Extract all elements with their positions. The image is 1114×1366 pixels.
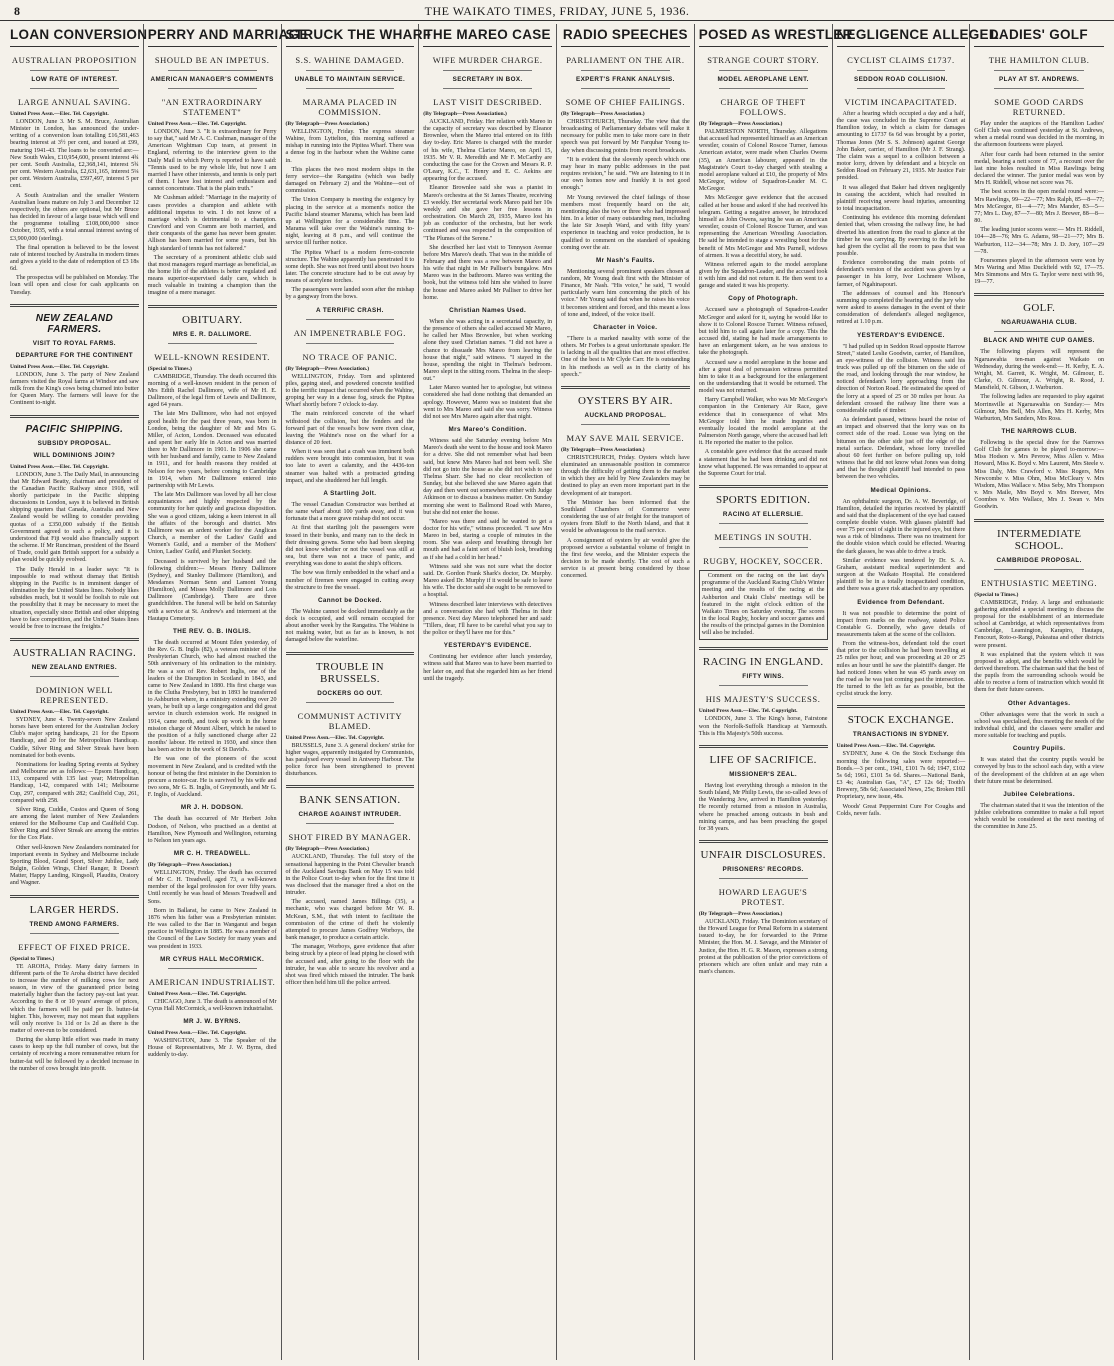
article-paragraph: The addresses of counsel and his Honour's summing up completed the hearing and the jury who were asked to assess damages in the event of their consideration of defendant's alleged negligence, retired at 1.10 p.m.	[836, 290, 966, 326]
article-headline: PACIFIC SHIPPING.	[25, 423, 124, 435]
article-paragraph: The following ladies are requested to play against Morrinsville at Ngaruawahia on Sunday:— Mrs Gilmour, Mrs Bell, Mrs Allen, Mrs H. Kerby, Mrs Warburton, Mrs Sanders, Mrs Ross.	[974, 394, 1104, 422]
article-paragraph: CHRISTCHURCH, Friday. Oysters which have eluminated an unreasonable position in commerce through the difficulty of getting them to the market in which they are held by New Zealanders may be destined to play an even more important part in the development of air transport.	[561, 454, 690, 497]
column-headline: THE MAREO CASE	[423, 24, 552, 47]
article-paragraph: The prospectus will be published on Monday. The loan will open and close for cash applicants on Tuesday.	[10, 275, 139, 296]
article-headline: LIFE OF SACRIFICE.	[709, 753, 817, 766]
deck-line: MODEL AEROPLANE LENT.	[717, 76, 809, 83]
subheading: COMMUNIST ACTIVITY BLAMED.	[297, 710, 403, 731]
article-headline: INTERMEDIATE SCHOOL.	[996, 527, 1082, 552]
article-paragraph: Accused saw a photograph of Squadron-Leader McGregor and asked for it, saying he would like to show it to Colonel Roscoe Turner. Witness refused, but told him to call again later for a copy. This the accused did, stating he had made arrangements to have an enlargement taken, as he was anxious to take the photograph.	[698, 307, 828, 357]
column-headline: PERRY AND MARRIAGE	[148, 24, 277, 47]
subheading: MARAMA PLACED IN COMMISSION.	[302, 97, 398, 117]
short-rule	[168, 70, 257, 71]
deck-line: Medical Opinions.	[870, 486, 932, 494]
short-rule	[306, 702, 395, 703]
article-paragraph: The passengers were landed soon after the mishap by a gangway from the bows.	[285, 287, 415, 301]
subheading: "AN EXTRAORDINARY STATEMENT"	[161, 97, 263, 117]
dateline-credit: United Press Assn.—Elec. Tel. Copyright.	[836, 743, 936, 750]
article-paragraph: An ophthalmic surgeon, Dr. A. W. Beveridge, of Hamilton, detailed the injuries received by plaintiff and said that the displacement of the eye had caused complete double vision. With glasses plaintiff had over 75 per cent of sight in the injured eye, but there was a risk of blindness. There was no treatment for the double vision which could be effected. Wearing the dark glasses, he was able to drive a truck.	[836, 498, 966, 555]
deck-line: LOW RATE OF INTEREST.	[31, 76, 118, 83]
article-paragraph: The Daily Herald in a leader says: "It is impossible to read without dismay that British shipping in the Pacific is in imminent danger of elimination by the United States lines. Nobody likes subsidies much, but it would be foolish to rule out the possibility that it may be necessary to meet the situation, especially since British and other shipping have to face competition, and the United States lines would be free to increase the freights."	[10, 566, 139, 630]
deck-line: MISSIONER'S ZEAL.	[729, 770, 798, 778]
dateline-credit: (Special to Times.)	[10, 955, 55, 962]
article-paragraph: "It is evident that the slovenly speech which one may hear in many public addresses in the past requires revision," he said. "We are listening to it in our own homes now and frankly it is not good enough."	[561, 156, 690, 192]
article-paragraph: Witness referred again to the model aeroplane given by the Squadron-Leader, and the accused took it with him and did not return it. He then went to a garage and stated it was his property.	[698, 261, 828, 290]
deck-line: MR J. H. DODSON.	[180, 804, 244, 812]
dateline-credit: United Press Assn.—Elec. Tel. Copyright.	[10, 111, 109, 117]
deck-line: DOCKERS GO OUT.	[317, 689, 383, 697]
subheading: NO TRACE OF PANIC.	[302, 351, 398, 362]
dateline-credit: United Press Assn.—Elec. Tel. Copyright.	[147, 121, 247, 127]
subheading: CYCLIST CLAIMS £1737.	[847, 55, 955, 65]
section-divider	[10, 415, 139, 418]
deck-line: NGARUAWAHIA CLUB.	[1001, 319, 1078, 327]
subheading: WELL-KNOWN RESIDENT.	[154, 351, 270, 362]
article-paragraph: Mrs McGregor gave evidence that the accused called at her house and asked if she had received his telegram. Getting a negative answer, he introduced himself as John Owens, saying he was an American wrestler, cousin of Colonel Roscoe Turner, and was representing the American Wrestling Association. He said he intended to stage a wrestling bout for the benefit of Mrs McGregor and Mrs Parnell, widows of airmen. It was a deceitful story, he said.	[698, 195, 828, 259]
news-column	[970, 24, 1108, 1360]
dateline-credit: (By Telegraph—Press Association.)	[698, 121, 783, 127]
article-paragraph: It was explained that the system which it was proposed to adopt, and the benefits which would be derived therefrom. The chairman said that the best of the pupils from the surrounding schools would be able to receive a form of instruction which would fit them for their future careers.	[974, 651, 1104, 694]
deck-line: YESTERDAY'S EVIDENCE.	[857, 331, 945, 339]
short-rule	[994, 70, 1084, 71]
short-rule	[443, 88, 532, 89]
article-paragraph: WELLINGTON, Friday. The express steamer Wahine, from Lyttelton, this morning suffered a mishap in running into the Pipitea Wharf. There was a dense fog in the harbour when the Wahine came in.	[285, 129, 415, 164]
article-paragraph: Witness described later interviews with detectives and a conversation she had with Thelma in their presence. Next day Mareo telephoned her and said: "Tillers, dear, I'll have to be careful what you say to the police or they'll have me for this."	[423, 601, 552, 637]
short-rule	[581, 424, 670, 425]
deck-line: RACING AT ELLERSLIE.	[722, 511, 804, 519]
article-paragraph: During the slump little effort was made in many cases to keep up the full number of cows, but the certainty of receiving a more remunerative return for butter-fat will be followed by a decided increase in the number of cows brought into profit.	[10, 1037, 139, 1072]
subheading: THE HAMILTON CLUB.	[988, 55, 1090, 65]
deck-line: CAMBRIDGE PROPOSAL.	[996, 556, 1082, 564]
dateline-credit: (By Telegraph—Press Association.)	[561, 111, 645, 117]
subheading: SOME GOOD CARDS RETURNED.	[994, 97, 1084, 117]
short-rule	[719, 547, 808, 548]
article-paragraph: The death occurred at Mount Eden yesterday, of the Rev. G. B. Inglis (82), a veteran minister of the Presbyterian Church, who had almost reached the 50th anniversary of his ordination to the ministry. He was a son of Rev. Robert Inglis, one of the leaders of the Disruption in Scotland in 1843, and came to New Zealand in 1880. His first charge was in the Clutha Presbytery, but in 1893 he transferred to Ashburton where, in a ministry extending over 20 years, he built up a large congregation and did great service in church extension work. He resigned in 1914, came north, and took up work in the home mission charge of Mount Albert, which he raised to the position of a fully sanctioned charge after 22 months' labour. He retired in 1930, and since then has been active in the work of St David's.	[147, 639, 277, 754]
news-column	[144, 24, 309, 1360]
article-headline: STOCK EXCHANGE.	[847, 714, 955, 727]
article-paragraph: The accused, named James Billings (35), a mechanic, who was charged before Mr W. R. McKean, S.M., that with intent to facilitate the commission of the crime of theft he violently attempted to procure James Godfrey Worboys, the bank manager, to produce a certain article.	[285, 899, 415, 942]
deck-line: BLACK AND WHITE CUP GAMES.	[983, 337, 1095, 345]
article-paragraph: Continuing his evidence this morning defendant denied that, when crossing the railway line, he had diverted his attention from the road to glance at the timber he was carrying. By swerving to the left he had given the cyclist all the room to pass that was possible.	[836, 215, 966, 257]
deck-line: MRS E. R. DALLIMORE.	[172, 330, 252, 338]
deck-line: SEDDON ROAD COLLISION.	[853, 76, 948, 83]
news-column	[282, 24, 432, 1360]
article-paragraph: SYDNEY, June 4. Twenty-seven New Zealand horses have been entered for the Australian Jockey Club's major spring handicaps, 21 for the Epsom Handicap, and 20 for the Metropolitan Handicap. Cuddle, Silver Ring and Silver Streak have been nominated for both events.	[10, 716, 139, 759]
article-headline: OYSTERS BY AIR.	[577, 394, 673, 407]
section-divider	[699, 647, 828, 650]
dateline-credit: (By Telegraph—Press Association.)	[423, 111, 507, 117]
deck-line: CHARGE AGAINST INTRUDER.	[298, 811, 402, 819]
article-paragraph: The following players will represent the Ngaruawahia ten-man against Waikato on Wednesday, during the week-end:— H. Kerby, E. A. Wright, M. Garrett, K. Wright, M. Gilmour, E. Clarke, O. Gilmour, A. Wright, R. Rood, J. Mansfield, N. Gibson, J. Warburton.	[974, 349, 1104, 392]
short-rule	[306, 70, 395, 71]
deck-line: THE REV. G. B. INGLIS.	[173, 627, 252, 635]
article-paragraph: When it was seen that a crash was imminent both rudders were brought into commission, but it was too late to avert a calamity, and the 4436-ton steamer was halted with a protracted grinding impact, and she shuddered her full length.	[285, 449, 415, 484]
subheading: SOME OF CHIEF FAILINGS.	[565, 97, 686, 107]
article-paragraph: WELLINGTON, Friday. The death has occurred of Mr C. H. Treadwell, aged 73, a well-known member of the legal profession for over fifty years. Until recently he was head of Messrs Treadwell and Sons.	[147, 869, 277, 905]
column-headline: RADIO SPEECHES	[561, 24, 690, 47]
short-rule	[994, 331, 1084, 332]
dateline-credit: (By Telegraph—Press Association.)	[561, 446, 645, 453]
short-rule	[857, 88, 946, 89]
article-paragraph: Nominations for leading Spring events at Sydney and Melbourne are as follows:— Epsom Handicap, 113, compared with 135 last year; Metropolitan Handicap, 142, compared with 141; Melbourne Cup, 297, compared with 282; Caulfield Cup, 261, compared with 258.	[10, 761, 139, 804]
article-paragraph: After a hearing which occupied a day and a half, the case was concluded in the Supreme Court at Hamilton today, in which a claim for damages amounting to £1737 6s 6d was brought by a porter, Thomas Jones (Mr S. S. Johnson) against George John Baker, carrier, of Hamilton (Mr J. F. Strang). The claim was a sequel to a collision between a motor lorry, driven by defendant and a bicycle on Seddon Road on February 21, 1935. Mr Justice Fair presided.	[836, 111, 966, 182]
deck-line: Country Pupils.	[1012, 745, 1066, 753]
article-paragraph: It was alleged that Baker had driven negligently in causing the accident, which had resulted in plaintiff receiving severe head injuries, amounting to total incapacitation.	[836, 184, 966, 213]
article-paragraph: This places the two most modern ships in the ferry service—the Rangatira (which was badly damaged on February 2) and the Wahine—out of commission.	[285, 166, 415, 195]
subheading: CHARGE OF THEFT FOLLOWS.	[720, 97, 806, 117]
short-rule	[994, 569, 1084, 570]
article-paragraph: The Wahine cannot be docked immediately as the dock is occupied, and will remain occupied for about another week by the Rangatira. The Wahine is not making water, but as far as is known, is not damaged below the waterline.	[285, 608, 415, 644]
column-headline: LADIES' GOLF	[974, 24, 1104, 47]
short-rule	[168, 968, 257, 969]
dateline-credit: (Special to Times.)	[974, 591, 1019, 598]
article-paragraph: Harry Campbell Walker, who was Mr McGregor's companion in the Centenary Air Race, gave evidence that in consequence of what Mrs McGregor told him he made inquiries and eventually located the model aeroplane at the Palmerston North garage, where the accused had left it. He reported the matter to the police.	[698, 397, 828, 447]
article-paragraph: The late Mrs Dallimore, who had not enjoyed good health for the past three years, was born in London, being the daughter of Mr and Mrs G. Miller, of Acton, London. Deceased was educated and spent her early life in Acton and was married there to Mr Dallimore in 1901. In 1906 she came with her husband and family, came to New Zealand in 1911, and for health reasons they resided at Nelson for two years, before coming to Cambridge in 1914, when Mr Dallimore entered into partnership with Mr Lewis.	[147, 411, 277, 489]
short-rule	[30, 933, 119, 934]
dateline-credit: (By Telegraph—Press Association.)	[285, 121, 370, 127]
section-divider	[10, 638, 139, 641]
subheading: AMERICAN INDUSTRIALIST.	[148, 976, 276, 987]
article-paragraph: A South Australian and the smaller Western Australian loans mature on July 3 and December 12 respectively, the others are optional, but Mr Bruce has decided in favour of a large issue which will end the programme totalling £108,000,000 since October, 1935, with a total annual interest saving of £3,900,000 (sterling).	[10, 192, 139, 242]
dateline-credit: United Press Assn.—Elec. Tel. Copyright.	[698, 708, 798, 715]
article-paragraph: The vessel Canadian Constructor was berthed at the same wharf about 100 yards away, and it was fortunate that a more grave mishap did not occur.	[285, 501, 415, 523]
section-divider	[286, 785, 415, 788]
deck-line: Christian Names Used.	[449, 306, 527, 314]
short-rule	[581, 70, 670, 71]
article-headline: RACING IN ENGLAND.	[702, 656, 824, 669]
deck-line: Mr Nash's Faults.	[596, 256, 655, 264]
dateline-credit: United Press Assn.—Elec. Tel. Copyright.	[147, 990, 247, 997]
article-paragraph: The final operation is believed to be the lowest rate of interest touched by Australia in modern times and gives a yield to the date of redemption of £3 18s 6d.	[10, 244, 139, 273]
article-paragraph: The Minister has been informed that the Southland Chambers of Commerce were considering the use of air freight for the transport of oysters from Bluff to the North Island, and that it would be advantageous to the mail service.	[561, 499, 690, 535]
deck-line: PLAY AT ST. ANDREWS.	[999, 76, 1080, 83]
article-paragraph: LONDON, June 3. The Daily Mail, in announcing that Mr Edward Beatty, chairman and president of the Canadian Pacific Railway since 1918, will shortly participate in the Pacific shipping discussions in London, says it is believed in British shipping quarters that Canada, Australia and New Zealand would be willing to consider providing quotas of a £350,000 subsidy if the British Government agreed to such a policy, and it is understood that Fiji would also financially support the scheme. If Mr Runciman, president of the Board of Trade, could gain British support for a subsidy a plan would be quickly evolved.	[10, 471, 139, 564]
article-headline: SPORTS EDITION.	[715, 494, 811, 507]
column-headline: STRUCK THE WHARF	[286, 24, 415, 47]
short-rule	[30, 70, 119, 71]
subheading: S.S. WAHINE DAMAGED.	[295, 55, 405, 65]
news-column	[557, 24, 695, 1360]
article-paragraph: The death has occurred of Mr Herbert John Dodson, of Nelson, who practised as a dentist at Hamilton, New Plymouth and Wellington, returning to Nelson ten years ago.	[147, 816, 277, 844]
deck-line: A Startling Jolt.	[323, 489, 377, 497]
article-paragraph: Continuing her evidence after lunch yesterday, witness said that Mareo was to have been married to her later on, and that she regarded him as her friend until the tragedy.	[423, 654, 552, 682]
subheading: ENTHUSIASTIC MEETING.	[981, 577, 1098, 588]
subheading: MEETINGS IN SOUTH.	[714, 532, 812, 543]
subheading: WIFE MURDER CHARGE.	[432, 55, 543, 65]
short-rule	[306, 343, 395, 344]
article-paragraph: The chairman stated that it was the intention of the jubilee celebrations committee to make a full report which would be considered at the next meeting of the committee in June 25.	[974, 802, 1104, 831]
article-paragraph: Witness said she Saturday evening before Mrs Mareo's death she went to the house and took Mareo for a drive. She did not remember what had been said, but knew Mrs Mareo had not been well. She did not go into the house as she did not wish to see Thelma Sharr. She had no clear recollection of Sunday, but she believed she saw Mareo again that day and then went out somewhere either with Judge Atkinson or to discuss a business matter. On Sunday morning she went to Ballmond Road with Mareo, but she did not enter the house.	[423, 438, 552, 516]
article-paragraph: LONDON, June 3. The King's horse, Fairstone won the Norfolk-Suffolk Handicap at Yarmouth. This is His Majesty's 50th success.	[698, 716, 828, 737]
section-divider	[974, 519, 1104, 522]
article-headline: TROUBLE IN BRUSSELS.	[315, 660, 384, 685]
article-paragraph: The main reinforced concrete of the wharf withstood the collision, but the fenders and the forward part of the vessel's bow were riven clear, leaving the Wahine's nose on the wharf for a distance of 20 feet.	[285, 411, 415, 446]
article-paragraph: It was stated that the country pupils would be conveyed by bus to the school each day, with a view of the development of the children at an age when their future must be determined.	[974, 757, 1104, 785]
article-paragraph: Foursomes played in the afternoon were won by Mrs Waring and Miss Duckfield with 92, 17—75. Mrs Simmons and Mrs G. Taylor were next with 96, 19—77.	[974, 257, 1104, 286]
deck-line: WILL DOMINIONS JOIN?	[33, 451, 116, 459]
section-divider	[10, 895, 139, 898]
subheading: PARLIAMENT ON THE AIR.	[566, 55, 685, 65]
subheading: AUSTRALIAN PROPOSITION	[11, 55, 137, 65]
article-paragraph: It was not possible to determine the point of impact from marks on the roadway, stated Police Constable G. Donnelly, who gave details of measurements taken at the scene of the collision.	[836, 610, 966, 638]
short-rule	[443, 70, 532, 71]
short-rule	[719, 88, 808, 89]
subheading: STRANGE COURT STORY.	[707, 55, 820, 65]
deck-line: SECRETARY IN BOX.	[452, 76, 523, 83]
dateline-credit: United Press Assn.—Elec. Tel. Copyright.	[147, 1030, 247, 1036]
article-paragraph: Born in Ballarat, he came to New Zealand in 1876 when his father was a Presbyterian minister. He was called to the Bar in Wanganui and began practice in Wellington in 1885. He was a member of the Council of the Law Society for many years and was president in 1933.	[147, 907, 277, 950]
article-headline: LARGER HERDS.	[29, 903, 120, 916]
article-paragraph: LONDON, June 3. Mr S. M. Bruce, Australian Minister in London, has announced the under-writing of a conversion loan totalling £16,581,463 bearing interest at 3½ per cent, and issued at £99, maturing 1941-43. The loans to be converted are:— New South Wales, £10,954,600, present interest 4¾ per cent. South Australia, £2,368,141, interest 5¾ per cent. Western Australia, £2,631,165, interest 5¼ per cent. Western Australia, £597,497, interest 5 per cent.	[10, 119, 139, 190]
article-paragraph: AUCKLAND, Friday. The Dominion secretary of the Howard League for Penal Reform in a statement issued to-day, he for forwarded to the Prime Minister, the Hon. M. J. Savage, and the Minister of Justice, the Hon. H. G. R. Mason, expresses a strong protest at the publication of the prior convictions of prisoners which are often unfair and may ruin a man's chances.	[698, 919, 828, 976]
article-headline: BANK SENSATION.	[299, 794, 401, 807]
article-paragraph: SYDNEY, June 4. On the Stock Exchange this morning the following sales were reported:— Bonds.—3 per cent., 1941, £101 7s 6d; 1947, £102 5s 6d; 1961, £101 5s 6d. Shares.—National Bank, £3 4s; Australian Gas, "A", £7 12s 6d; Tooth's Brewery, 58s 6d; Associated News, 25s; Broken Hill Proprietary, new issue, 48s.	[836, 751, 966, 801]
article-paragraph: Eleanor Brownlee said she was a pianist in Mareo's orchestra at the St James Theatre, receiving £3 weekly. Her secretarial work Mareo paid her 10s weekly and she gave her free lessons in orchestration. On March 28, 1935, Mareo lost his job as conductor of the orchestra, but her work continued and was respected in the composition of "The Plumes of the Serene."	[423, 185, 552, 242]
short-rule	[168, 88, 257, 89]
dateline-credit: United Press Assn.—Elec. Tel. Copyright.	[10, 708, 109, 715]
article-paragraph: Silver Ring, Cuddle, Custos and Queen of Song are among the latest number of New Zealanders entered for the Melbourne Cup and Caulfield Cup. Silver Ring and Silver Streak are among the entries for the Cox Plate.	[10, 806, 139, 842]
short-rule	[306, 88, 395, 89]
deck-line: VISIT TO ROYAL FARMS.	[32, 339, 116, 347]
deck-line: NEW ZEALAND ENTRIES.	[31, 663, 118, 671]
dateline-credit: United Press Assn.—Elec. Tel. Copyright.	[10, 463, 109, 470]
article-paragraph: LONDON, June 3. "It is extraordinary for Perry to say that," said Mr A. C. Cushman, manager of the American Wightman Cup team, at present in England, referring to the interview given to the Daily Mail in which Perry is reported to have said: "Tennis used to be my whole life, but now I am married I have other interests, and tennis is only part of them. I have lost interest and enthusiasm and cannot concentrate. That is the plain truth."	[147, 129, 277, 193]
dateline-credit: (Special to Times.)	[147, 365, 192, 372]
article-paragraph: At first that startling jolt the passengers were tossed in their bunks, and many ran to the deck in their dressing gowns. Some who had been sleeping did not know whether or not the vessel was still at sea, but there was not a trace of panic, and everything was done to assist the ship's officers.	[285, 525, 415, 568]
short-rule	[168, 343, 257, 344]
short-rule	[306, 319, 395, 320]
article-paragraph: CHICAGO, June 3. The death is announced of Mr Cyrus Hall McCormick, a well-known industrialist.	[147, 998, 277, 1012]
deck-line: MR CYRUS HALL McCORMICK.	[160, 955, 265, 963]
article-paragraph: Accused saw a model aeroplane in the house and after a great deal of persuasion witness permitted him to take it as a background for the enlargement on the understanding that it would be returned. The model was not returned.	[698, 359, 828, 395]
article-paragraph: CHRISTCHURCH, Thursday. The view that the broadcasting of Parliamentary debates will make it necessary for public men to take more care in their speech was put forward by Mr Farquhar Young to-day when discussing points from recent broadcasts.	[561, 119, 690, 154]
dateline-credit: United Press Assn.—Elec. Tel. Copyright.	[10, 363, 109, 370]
article-paragraph: Later Mareo wanted her to apologise, but witness considered she had done nothing that demanded an apology. However, Mareo was so insistent that she went to Mrs Mareo and said she was sorry. Witness did not see Mrs Mareo again after that night.	[423, 385, 552, 420]
deck-line: Evidence from Defendant.	[857, 598, 945, 606]
deck-line: Mrs Mareo's Condition.	[448, 426, 527, 434]
column-headline: NEGLIGENCE ALLEGED	[837, 24, 966, 47]
article-paragraph: "I had pulled up in Seddon Road opposite Harrow Street," stated Leslie Goodwin, carrier, of Hamilton, an eye-witness of the collision. Witness said his truck was pulled up off the bitumen on the side of the road, and looking through the rear window, he noticed defendant's lorry approaching from the direction of Norton Road. He estimated the speed of the lorry at a speed of 25 or 30 miles per hour. As defendant crossed the railway line there was a considerable rattle of timber.	[836, 343, 966, 414]
section-divider	[148, 305, 277, 308]
article-paragraph: The late Mrs Dallimore was loved by all her close acquaintances and highly respected by the community for her quietly and gracious disposition. She was a good citizen, taking a keen interest in all the affairs of the borough and district. Mrs Dallimore was an ardent worker for the Anglican Church, a member of the Ladies' Guild and Women's Guild, and a member of the Mothers' Union, Ladies' Guild, and Plunket Society.	[147, 492, 277, 556]
section-divider	[561, 386, 690, 389]
deck-line: Jubilee Celebrations.	[1003, 790, 1075, 798]
newspaper-title: THE WAIKATO TIMES, FRIDAY, JUNE 5, 1936.	[424, 4, 690, 18]
column-headline: LOAN CONVERSION	[10, 24, 139, 47]
dateline-credit: United Press Assn.—Elec. Tel. Copyright.	[285, 734, 385, 741]
deck-line: AUCKLAND PROPOSAL.	[584, 411, 667, 419]
article-paragraph: BRUSSELS, June 3. A general dockers' strike for higher wages, apparently instigated by Communists, has paralysed every vessel in Antwerp Harbour. The police force has been strengthened to prevent disturbances.	[285, 742, 415, 778]
article-paragraph: The secretary of a prominent athletic club said that most managers regard marriage as beneficial, as the home life of the athletes is better regulated and means superior-supervised daily care, which is much valuable in training a champion than the imagine of a mere manager.	[147, 254, 277, 297]
article-paragraph: LONDON, June 3. The party of New Zealand farmers visited the Royal farms at Windsor and saw milk from the King's cows being churned into butter for Queen Mary. The farmers will leave for the Continent to-night.	[10, 371, 139, 407]
article-paragraph: CAMBRIDGE, Thursday. The death occurred this morning of a well-known resident in the person of Mrs Edith Rachel Dallimore, wife of Mr H. E. Dallimore, of the legal firm of Lewis and Dallimore, aged 64 years.	[147, 373, 277, 409]
deck-line: YESTERDAY'S EVIDENCE.	[443, 642, 532, 650]
short-rule	[719, 685, 808, 686]
news-column	[695, 24, 853, 1360]
subheading: DOMINION WELL REPRESENTED.	[35, 684, 114, 705]
subheading: VICTIM INCAPACITATED.	[844, 97, 958, 107]
article-headline: OBITUARY.	[181, 313, 243, 326]
short-rule	[306, 823, 395, 824]
article-paragraph: A consignment of oysters by air would give the proposed service a substantial volume of freight in the first few weeks, and the Minister expects the decision to be made shortly. The cost of such a service is at present being considered by those concerned.	[561, 537, 690, 580]
article-paragraph: The best scores in the open medal round were:— Mrs Rawlings, 99—22—77; Mrs Ralph, 85—8—77; Mrs McGregor, 81—4—77; Mrs Mander, 83—5—77; Mrs L. Day, 87—7—80; Mrs J. Brewer, 88—8—80.	[974, 189, 1104, 225]
short-rule	[719, 70, 808, 71]
dateline-credit: (By Telegraph—Press Association.)	[147, 861, 232, 868]
deck-line: Cannot be Docked.	[317, 596, 382, 604]
subheading: HOWARD LEAGUE'S PROTEST.	[718, 887, 808, 907]
article-paragraph: AUCKLAND, Friday. Her relation with Mareo in the capacity of secretary was described by Eleanor Brownlee, when the Mareo trial entered on its fifth day to-day. Eric Mareo is charged with the murder of his wife, Thelma Clarice Mareo, on April 15, 1935. Mr V. R. Meredith and Mr F. McCarthy are conducting the case for the Crown and Messrs R. P. O'Leary, K.C., T. Henry and E. C. Aekins are appearing for the accused.	[423, 119, 552, 183]
news-column	[419, 24, 557, 1360]
subheading: RUGBY, HOCKEY, SOCCER.	[703, 556, 824, 567]
article-paragraph: Mentioning several prominent speakers chosen at random, Mr Young dealt first with the Minister of Finance, Mr Nash. "His voice," he said, "I would particularly warn him concerning the pitch of his voice." Mr Young said that when he raises his voice it becomes strident and forced, and this meant a loss of tone and, indeed, of the voice itself.	[561, 268, 690, 318]
article-paragraph: He was one of the pioneers of the scout movement in New Zealand, and is credited with the honour of being the first minister in the Dominion to procure a motor-car. He is survived by his wife and two sons, Mr G. B. Inglis, of Greymouth, and Mr G. F. Inglis, of Auckland.	[147, 756, 277, 799]
article-paragraph: The leading junior scores were:— Mrs H. Riddell, 104—28—76; Mrs G. Adams, 98—21—77; Mrs B. Warburton, 112—34—78; Mrs J. D. Jory, 107—29—78.	[974, 227, 1104, 255]
subheading: AN IMPENETRABLE FOG.	[293, 327, 407, 338]
section-divider	[699, 745, 828, 748]
news-column	[6, 24, 148, 1360]
dateline-credit: (By Telegraph—Press Association.)	[285, 846, 370, 853]
article-paragraph: Following is the special draw for the Narrows Golf Club for games to be played to-morrow:— Miss Hodson v. Mrs Pevrow, Miss Allen v. Miss Howard, Miss K. Boyd v. Mrs Laurent, Mrs Steele v. Miss Daly, Mrs Crawford v. Miss Rogers, Mrs Newcombe v. Miss Ohm, Miss McCleary v. Mrs Wisdom, Miss Wallace v. Miss Seby, Mrs Thompson v. Mrs Maile, Mrs Boyd v. Mrs Brewer, Mrs Coombes v. Mrs Wallace, Mrs J. Swan v. Mrs Goodwin.	[974, 440, 1104, 511]
deck-line: Other Advantages.	[1007, 699, 1071, 707]
section-divider	[286, 652, 415, 655]
short-rule	[857, 70, 946, 71]
deck-line: THE NARROWS CLUB.	[1001, 428, 1077, 435]
deck-line: MR J. W. BYRNS.	[183, 1018, 241, 1025]
article-paragraph: From the witness-box, defendant told the court that prior to the collision he had been travelling at 25 miles per hour, and was proceeding at 20 or 25 miles an hour until he saw the plaintiff's danger. He had noticed Jones when he was 45 yards away on the road as he was just coming past the intersection. He turned to the left as far as possible, but the cyclist struck the lorry.	[836, 641, 966, 698]
article-paragraph: WELLINGTON, Friday. Torn and splintered piles, gaping steel, and powdered concrete testified to the terrific impact that occurred when the Wahine, groping her way in a dense fog, struck the Pipitea Wharf shortly before 7 o'clock to-day.	[285, 373, 415, 409]
article-paragraph: Play under the auspices of the Hamilton Ladies' Golf Club was continued yesterday at St. Andrews, when a medal round was decided in the morning, in the afternoon fourteens were played.	[974, 121, 1104, 149]
deck-line: EXPERT'S FRANK ANALYSIS.	[575, 76, 675, 83]
deck-line: MR C. H. TREADWELL.	[173, 849, 251, 857]
short-rule	[30, 676, 119, 677]
article-paragraph: Other well-known New Zealanders nominated for important events in Sydney and Melbourne include Sporting Blood, Grand Sport, Silver Jubilee, Lady Bulgin, Golden Wings, Chief Ranger, It Doesn't Matter, Happy Landing, Kingsoll, Plaudits, Oratory and Wagner.	[10, 844, 139, 887]
article-paragraph: Similar evidence was tendered by Dr. S. A. Graham, assistant medical superintendent and surgeon at the Waikato Hospital. He considered plaintiff to be in a totally incapacitated condition, and there was a grave risk attached to any operation.	[836, 557, 966, 593]
boxed-notice: Comment on the racing on the last day's programme of the Auckland Racing Club's Winter meeting and the results of the racing at the Ashburton and Otaki Clubs' meetings will be featured in the night o'clock edition of the Waikato Times on Saturday evening. The scores in the local Rugby, hockey and soccer games and the results of the principal games in the Dominion will also be included.	[699, 570, 828, 640]
article-headline: UNFAIR DISCLOSURES.	[700, 849, 826, 861]
article-paragraph: She described her last visit to Tennyson Avenue before Mrs Mareo's death. That was in the middle of February and there was a row between Mareo and his wife that night in Mr Palliser's bungalow. Mrs Mareo was in the bathroom. Mareo was writing the book, but the witness told him she wished to leave the house and Mareo asked Mr Palliser to drive her home.	[423, 244, 552, 301]
short-rule	[994, 88, 1084, 89]
deck-line: A TERRIFIC CRASH.	[315, 306, 384, 314]
deck-line: DEPARTURE FOR THE CONTINENT	[15, 351, 134, 359]
subheading: SHOULD BE AN IMPETUS.	[154, 55, 270, 65]
article-paragraph: "Mareo was there and said he wanted to get a doctor for his wife," witness proceeded. "I saw Mrs Mareo in bed, staring a couple of minutes in the room. She was asleep and breathing through her mouth and had a faint sort of bluish look, breathing as if she had a cold in her head."	[423, 518, 552, 561]
deck-line: PRISONERS' RECORDS.	[722, 866, 804, 873]
deck-line: Copy of Photograph.	[728, 295, 799, 303]
article-paragraph: "There is a marked nasality with some of the others. Mr Forbes is a great unfortunate speaker. He is lacking in all the qualities that are most effective. One of the best is Mr Clyde Carr. He is outstanding in his methods as well as in the clarity of his speech."	[561, 335, 690, 378]
article-paragraph: Other advantages were that the work in such a school was specialised, thus meeting the needs of the individual child, and the classes were smaller and more suitable for teaching and pupils.	[974, 711, 1104, 740]
dateline-credit: (By Telegraph—Press Association.)	[285, 365, 370, 372]
article-paragraph: AUCKLAND, Thursday. The full story of the sensational happening in the Point Chevalier branch of the Auckland Savings Bank on May 15 was told in the Police Court to-day when for the first time it was disclosed that the manager fired a shot on the intruder.	[285, 854, 415, 897]
article-paragraph: The manager, Worboys, gave evidence that after being struck by a piece of lead piping he closed with the accused and, after going to the floor with the intruder, he was able to secure his revolver and a shot was fired which missed the intruder. The bank officer then held him till the police arrived.	[285, 944, 415, 987]
deck-line: AMERICAN MANAGER'S COMMENTS	[150, 76, 274, 83]
article-paragraph: PALMERSTON NORTH, Thursday. Allegations that accused had represented himself as an American wrestler, cousin of Colonel Roscoe Turner, famous American aviator, were made when Charles Owens (35), an American labourer, appeared in the Magistrate's Court to-day charged with stealing a model aeroplane valued at £10, the property of Mrs McGregor, widow of Squadron-Leader M. C. McGregor.	[698, 129, 828, 193]
short-rule	[719, 523, 808, 524]
article-paragraph: Evidence corroborating the main points of defendant's version of the accident was given by a passenger in his lorry, Ivor Lochmere Wilson, farmer, of Ngahinapouri.	[836, 260, 966, 288]
article-headline: GOLF.	[1023, 302, 1056, 315]
article-paragraph: After four cards had been returned in the senior medal, bearing a nett score of 77, a recount over the last nine holes resulted in Miss Rawlings being declared the winner. The junior medal was won by Mrs H. Riddell, whose net score was 76.	[974, 151, 1104, 187]
article-paragraph: A constable gave evidence that the accused made a statement that he had been drinking and did not know what happened. He was remanded to appear at the Supreme Court for trial.	[698, 449, 828, 477]
article-paragraph: Mr Cushman added: "Marriage in the majority of cases provides a champion and athlete with additional impetus to win. I do not know of a marriage which is detrimental to a champion. Crawford and von Cramm are both married, and their conquests of the game has never been greater. Allison has been married for some years, but his high standard of tennis has not faltered."	[147, 195, 277, 252]
deck-line: SUBSIDY PROPOSAL.	[37, 439, 112, 447]
section-divider	[699, 840, 828, 843]
section-divider	[837, 705, 966, 708]
subheading: LAST VISIT DESCRIBED.	[433, 97, 542, 107]
dateline-credit: (By Telegraph—Press Association.)	[698, 911, 783, 917]
article-paragraph: Mr Young reviewed the chief failings of those members most frequently heard on the air, mentioning also the two or three who had impressed him. In a letter of many outstanding men, including the late Sir Joseph Ward, and with fifty years' experience in teaching and voice production, he is qualified to comment on the standard of speaking coming over the air.	[561, 194, 690, 251]
subheading: HIS MAJESTY'S SUCCESS.	[705, 694, 821, 705]
article-headline: NEW ZEALAND FARMERS.	[35, 312, 113, 335]
deck-line: FIFTY WINS.	[742, 673, 784, 681]
article-paragraph: TE AROHA, Friday. Many dairy farmers in different parts of the Te Aroha district have decided to increase the number of milking cows for next season, in view of the guaranteed price being materially higher than the factory pay-out last year. According to the 8 or 10 years' average of prices, which the farmers will be paid per lb. butter-fat higher. This, however, may not mean that suppliers will only receive 1s 11d or 1s 2d as there is the matter of over-run to be considered.	[10, 963, 139, 1034]
section-divider	[10, 304, 139, 307]
page-number: 8	[14, 4, 21, 18]
article-paragraph: When she was acting in a secretarial capacity, in the presence of others she called accused Mr Mareo, he called her Miss Brownlee, but when working alone they used Christian names. "I did not have a chance to dissuade Mrs Mareo from leaving the house that night," said witness. "I stayed in the house, spending the night in Thelma's bedroom. Mareo slept in the sitting room. Thelma in the sleep-out."	[423, 318, 552, 383]
article-paragraph: As defendant passed, witness heard the noise of an impact and observed that the lorry was on its correct side of the road. Louse was lying on the bitumen on the other side just off the edge of the metal surface. Defendant, whose lorry travelled about 60 feet further on before pulling up, told witness that he did not know what Jones was doing and that he thought plaintiff had intended to pass between the two vehicles.	[836, 417, 966, 481]
article-paragraph: CAMBRIDGE, Friday. A large and enthusiastic gathering attended a special meeting to discuss the proposal for the establishment of an intermediate school at Cambridge, at which representatives from Cambridge, Leamington, Karapiro, Hautapu, Fencourt, Roto-o-Rangi, Pukeatua and other districts were present.	[974, 599, 1104, 649]
article-paragraph: The Pipitea Wharf is a modern ferro-concrete structure. The Wahine apparently has penetrated it to some depth. She was not freed until about two hours later. The concrete structure had to be cut away by means of acetylene torches.	[285, 249, 415, 285]
masthead	[0, 0, 1114, 21]
news-columns	[6, 24, 1108, 1360]
article-headline: AUSTRALIAN RACING.	[12, 646, 137, 659]
article-paragraph: Witness said she was not sure what the doctor said. Dr. Gordon Frank Shark's doctor, Dr. Murphy. Mareo asked Dr. Murphy if it would be safe to leave his wife. The doctor said she ought to be removed to a hospital.	[423, 563, 552, 599]
subheading: MAY SAVE MAIL SERVICE.	[566, 432, 685, 443]
section-divider	[699, 485, 828, 488]
short-rule	[30, 88, 119, 89]
subheading: LARGE ANNUAL SAVING.	[17, 97, 131, 107]
column-headline: POSED AS WRESTLER	[699, 24, 828, 47]
subheading: EFFECT OF FIXED PRICE.	[18, 941, 131, 952]
deck-line: UNABLE TO MAINTAIN SERVICE.	[294, 76, 406, 83]
deck-line: TRANSACTIONS IN SYDNEY.	[852, 731, 949, 739]
article-paragraph: Woods' Great Peppermint Cure For Coughs and Colds, never fails.	[836, 803, 966, 817]
deck-line: TREND AMONG FARMERS.	[29, 920, 120, 928]
short-rule	[581, 88, 670, 89]
short-rule	[719, 878, 808, 879]
article-paragraph: WASHINGTON, June 3. The Speaker of the House of Representatives, Mr J. W. Byrns, died suddenly to-day.	[147, 1038, 277, 1059]
article-paragraph: The bow was firmly embedded in the wharf and a number of firemen were engaged in cutting away the structure to free the vessel.	[285, 570, 415, 591]
article-paragraph: Deceased is survived by her husband and the following children:— Messrs Henry Dallimore (Sydney), and Stanley Dallimore (Hamilton), and Mesdames Norman Senn and Lamont Young (Hamilton), and Misses Molly Dallimore and Lois Dallimore (Cambridge). There are three grandchildren. The funeral will be held on Saturday with a service at St. Andrew's and interment at the Hautapu Cemetery.	[147, 558, 277, 622]
section-divider	[974, 293, 1104, 296]
deck-line: Character in Voice.	[593, 323, 658, 331]
article-paragraph: Having lost everything through a mission in the South Island, Mr Philip Lewis, the so-called Jews of the Wandering Jew, arrived in Hamilton yesterday. He recently returned from a mission in Australia, where he preached among outcasts in bush and mining camps, and has been preaching the gospel for 38 years.	[698, 782, 828, 832]
subheading: SHOT FIRED BY MANAGER.	[288, 832, 412, 843]
article-paragraph: The Union Company is meeting the exigency by placing in the service at a moment's notice the Pacific Island steamer Marama, which has been laid up at Wellington for a considerable time. The Marama will take over the Wahine's running to-night, leaving at 8 p.m., and will continue the service till further notice.	[285, 197, 415, 247]
